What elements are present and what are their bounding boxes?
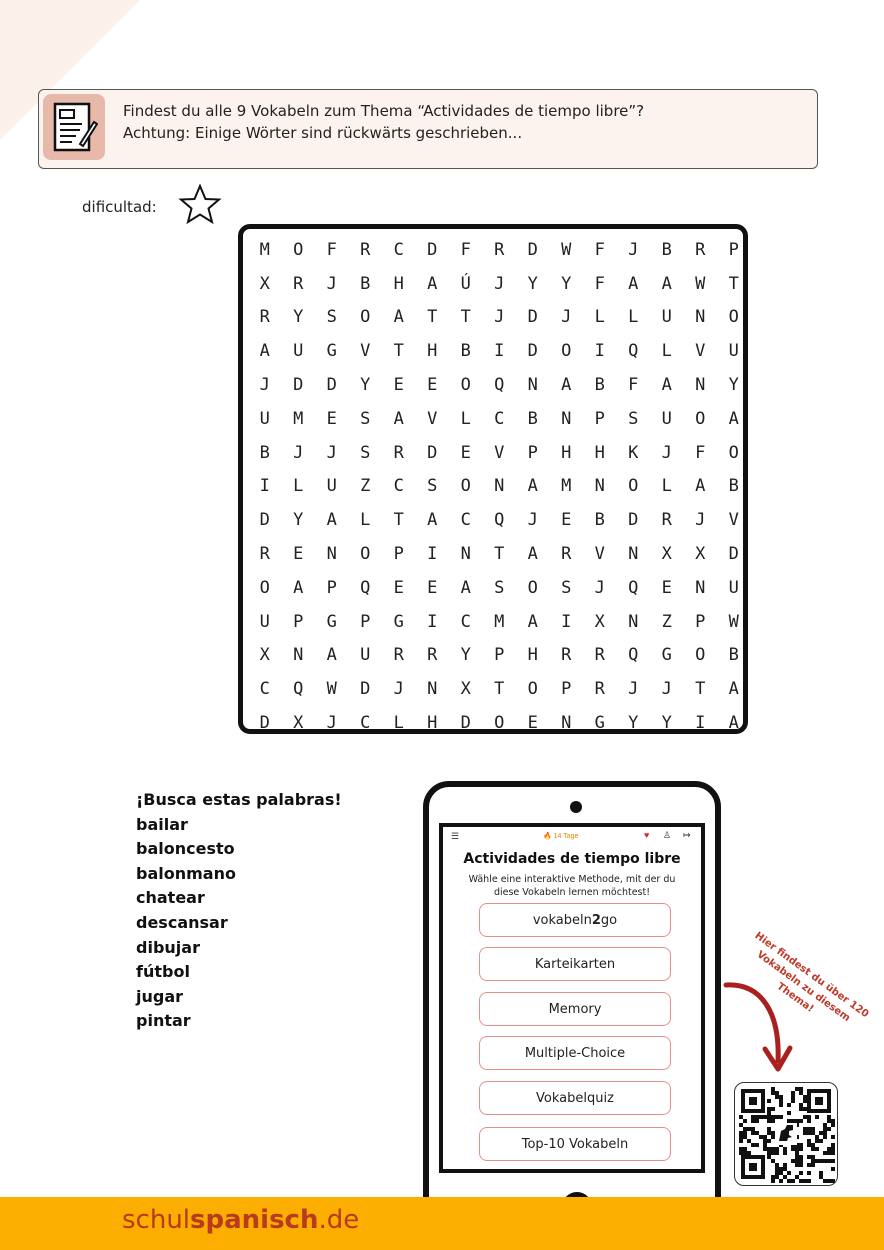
footer-bar xyxy=(0,1197,884,1250)
grid-cell: Q xyxy=(628,645,639,666)
tablet-mockup xyxy=(423,781,721,1229)
grid-cell: S xyxy=(427,476,438,497)
grid-cell: T xyxy=(393,510,404,531)
grid-cell: U xyxy=(360,645,371,666)
grid-cell: U xyxy=(259,611,270,632)
grid-cell: T xyxy=(427,307,438,328)
qr-code-icon xyxy=(735,1083,837,1185)
grid-cell: E xyxy=(460,442,471,463)
grid-cell: N xyxy=(427,679,438,700)
grid-cell: T xyxy=(393,341,404,362)
grid-cell: S xyxy=(494,577,505,598)
grid-cell: Y xyxy=(527,273,538,294)
brand-part-1: schul xyxy=(122,1205,191,1235)
vokabeln2go-button[interactable] xyxy=(479,903,671,937)
vokabelquiz-button[interactable]: Vokabelquiz xyxy=(479,1081,671,1115)
grid-cell: J xyxy=(494,273,505,294)
grid-cell: V xyxy=(427,408,438,429)
grid-cell: U xyxy=(728,341,739,362)
grid-cell: R xyxy=(393,442,404,463)
grid-cell: P xyxy=(594,408,605,429)
grid-cell: O xyxy=(527,577,538,598)
grid-cell: R xyxy=(259,544,270,565)
grid-cell: C xyxy=(393,239,404,260)
grid-cell: X xyxy=(661,544,672,565)
grid-cell: M xyxy=(293,408,304,429)
grid-cell: S xyxy=(561,577,572,598)
grid-cell: R xyxy=(594,679,605,700)
grid-cell: M xyxy=(259,239,270,260)
grid-cell: S xyxy=(360,408,371,429)
grid-cell: N xyxy=(460,544,471,565)
grid-cell: I xyxy=(561,611,572,632)
grid-cell: D xyxy=(628,510,639,531)
grid-cell: E xyxy=(293,544,304,565)
grid-cell: N xyxy=(695,577,706,598)
grid-cell: P xyxy=(393,544,404,565)
grid-cell: U xyxy=(259,408,270,429)
screen-title: Actividades de tiempo libre xyxy=(463,851,681,867)
grid-cell: N xyxy=(561,408,572,429)
grid-cell: Y xyxy=(460,645,471,666)
grid-cell: O xyxy=(628,476,639,497)
grid-cell: D xyxy=(427,442,438,463)
grid-cell: N xyxy=(527,375,538,396)
grid-cell: D xyxy=(728,544,739,565)
grid-cell: A xyxy=(527,476,538,497)
grid-cell: N xyxy=(628,544,639,565)
grid-cell: A xyxy=(527,544,538,565)
grid-cell: G xyxy=(594,713,605,734)
grid-cell: I xyxy=(427,611,438,632)
grid-cell: Q xyxy=(293,679,304,700)
word-item: jugar xyxy=(136,986,184,1006)
grid-cell: E xyxy=(561,510,572,531)
v2g-label-b: 2 xyxy=(591,912,601,928)
star-icon xyxy=(178,184,222,224)
grid-cell: P xyxy=(293,611,304,632)
grid-cell: L xyxy=(661,476,672,497)
grid-cell: S xyxy=(326,307,337,328)
grid-cell: H xyxy=(561,442,572,463)
grid-cell: R xyxy=(494,239,505,260)
grid-cell: J xyxy=(393,679,404,700)
grid-cell: J xyxy=(695,510,706,531)
grid-cell: X xyxy=(293,713,304,734)
grid-cell: R xyxy=(259,307,270,328)
grid-cell: D xyxy=(259,510,270,531)
grid-cell: C xyxy=(460,510,471,531)
grid-cell: T xyxy=(494,544,505,565)
grid-cell: R xyxy=(427,645,438,666)
grid-cell: M xyxy=(494,611,505,632)
grid-cell: Q xyxy=(628,341,639,362)
grid-cell: C xyxy=(360,713,371,734)
grid-cell: W xyxy=(561,239,572,260)
grid-cell: U xyxy=(661,307,672,328)
grid-cell: A xyxy=(695,476,706,497)
grid-cell: D xyxy=(293,375,304,396)
grid-cell: B xyxy=(594,510,605,531)
grid-cell: Y xyxy=(293,510,304,531)
grid-cell: A xyxy=(393,307,404,328)
grid-cell: J xyxy=(494,307,505,328)
grid-cell: K xyxy=(628,442,639,463)
brand-logo[interactable] xyxy=(122,1205,359,1235)
grid-cell: H xyxy=(393,273,404,294)
grid-cell: D xyxy=(460,713,471,734)
grid-cell: P xyxy=(728,239,739,260)
grid-cell: F xyxy=(695,442,706,463)
grid-cell: R xyxy=(360,239,371,260)
grid-cell: N xyxy=(628,611,639,632)
grid-cell: S xyxy=(628,408,639,429)
grid-cell: O xyxy=(695,408,706,429)
grid-cell: G xyxy=(393,611,404,632)
grid-cell: A xyxy=(628,273,639,294)
grid-cell: V xyxy=(360,341,371,362)
grid-cell: W xyxy=(728,611,739,632)
grid-cell: X xyxy=(594,611,605,632)
tablet-camera xyxy=(570,801,582,813)
grid-cell: U xyxy=(293,341,304,362)
grid-cell: Q xyxy=(494,375,505,396)
grid-cell: C xyxy=(460,611,471,632)
grid-cell: F xyxy=(628,375,639,396)
grid-cell: J xyxy=(661,442,672,463)
grid-cell: F xyxy=(460,239,471,260)
grid-cell: A xyxy=(661,273,672,294)
grid-cell: O xyxy=(360,544,371,565)
grid-cell: J xyxy=(628,679,639,700)
grid-cell: O xyxy=(561,341,572,362)
grid-cell: I xyxy=(494,341,505,362)
grid-cell: P xyxy=(360,611,371,632)
grid-cell: G xyxy=(326,341,337,362)
grid-cell: C xyxy=(393,476,404,497)
grid-cell: X xyxy=(695,544,706,565)
top10-button[interactable]: Top-10 Vokabeln xyxy=(479,1127,671,1161)
grid-cell: A xyxy=(326,645,337,666)
grid-cell: N xyxy=(561,713,572,734)
v2g-label-a: vokabeln xyxy=(532,912,592,928)
grid-cell: U xyxy=(728,577,739,598)
difficulty-label: dificultad: xyxy=(82,198,157,216)
v2g-label-c: go xyxy=(600,912,618,928)
grid-cell: R xyxy=(293,273,304,294)
grid-cell: N xyxy=(594,476,605,497)
grid-cell: A xyxy=(259,341,270,362)
qr-code[interactable] xyxy=(734,1082,838,1186)
grid-cell: Q xyxy=(494,510,505,531)
grid-cell: J xyxy=(293,442,304,463)
grid-cell: T xyxy=(728,273,739,294)
grid-cell: A xyxy=(427,273,438,294)
grid-cell: O xyxy=(527,679,538,700)
grid-cell: D xyxy=(527,307,538,328)
grid-cell: E xyxy=(427,375,438,396)
grid-cell: J xyxy=(259,375,270,396)
grid-cell: I xyxy=(427,544,438,565)
grid-cell: E xyxy=(393,375,404,396)
grid-cell: F xyxy=(594,273,605,294)
grid-cell: U xyxy=(326,476,337,497)
grid-cell: D xyxy=(527,341,538,362)
grid-cell: T xyxy=(460,307,471,328)
grid-cell: A xyxy=(460,577,471,598)
word-item: chatear xyxy=(136,888,205,908)
grid-cell: F xyxy=(326,239,337,260)
word-item: pintar xyxy=(136,1011,191,1031)
grid-cell: V xyxy=(594,544,605,565)
grid-cell: J xyxy=(527,510,538,531)
grid-cell: Q xyxy=(360,577,371,598)
grid-cell: A xyxy=(393,408,404,429)
brand-part-2: spanisch xyxy=(190,1205,319,1235)
grid-cell: W xyxy=(695,273,706,294)
grid-cell: R xyxy=(561,645,572,666)
grid-cell: L xyxy=(293,476,304,497)
grid-cell: X xyxy=(259,645,270,666)
word-list-title: ¡Busca estas palabras! xyxy=(136,790,342,809)
grid-cell: P xyxy=(527,442,538,463)
grid-cell: V xyxy=(494,442,505,463)
grid-cell: R xyxy=(695,239,706,260)
grid-cell: O xyxy=(728,442,739,463)
word-list xyxy=(136,788,342,1034)
grid-cell: A xyxy=(326,510,337,531)
grid-cell: B xyxy=(728,476,739,497)
grid-cell: I xyxy=(695,713,706,734)
memory-button[interactable]: Memory xyxy=(479,992,671,1026)
grid-cell: E xyxy=(326,408,337,429)
word-item: baloncesto xyxy=(136,839,235,859)
grid-cell: J xyxy=(326,713,337,734)
grid-cell: Y xyxy=(661,713,672,734)
word-item: descansar xyxy=(136,912,228,932)
grid-cells xyxy=(248,233,748,740)
grid-cell: A xyxy=(427,510,438,531)
menu-icon[interactable]: ☰ xyxy=(451,831,460,841)
brand-part-3: .de xyxy=(318,1205,360,1235)
grid-cell: J xyxy=(561,307,572,328)
grid-cell: P xyxy=(494,645,505,666)
grid-cell: H xyxy=(427,341,438,362)
grid-cell: Y xyxy=(360,375,371,396)
grid-cell: L xyxy=(594,307,605,328)
word-item: bailar xyxy=(136,814,188,834)
logout-icon[interactable]: ↦ xyxy=(683,830,691,840)
grid-cell: A xyxy=(728,713,739,734)
grid-cell: B xyxy=(661,239,672,260)
grid-cell: B xyxy=(594,375,605,396)
grid-cell: C xyxy=(259,679,270,700)
grid-cell: Ú xyxy=(460,273,471,294)
word-item: fútbol xyxy=(136,962,190,982)
grid-cell: Y xyxy=(728,375,739,396)
word-item: dibujar xyxy=(136,937,200,957)
grid-cell: A xyxy=(293,577,304,598)
grid-cell: O xyxy=(293,239,304,260)
curved-arrow-icon xyxy=(718,975,808,1075)
grid-cell: B xyxy=(728,645,739,666)
promo-text: Hier findest du über 120 Vokabeln zu diesem Thema! xyxy=(752,930,871,1025)
grid-cell: P xyxy=(695,611,706,632)
grid-cell: H xyxy=(527,645,538,666)
grid-cell: O xyxy=(360,307,371,328)
karteikarten-button[interactable]: Karteikarten xyxy=(479,947,671,981)
grid-cell: X xyxy=(460,679,471,700)
grid-cell: G xyxy=(661,645,672,666)
grid-cell: P xyxy=(561,679,572,700)
grid-cell: B xyxy=(527,408,538,429)
grid-cell: D xyxy=(259,713,270,734)
grid-cell: D xyxy=(427,239,438,260)
grid-cell: L xyxy=(393,713,404,734)
instruction-line-2: Achtung: Einige Wörter sind rückwärts geschrieben... xyxy=(123,124,523,142)
grid-cell: W xyxy=(326,679,337,700)
grid-cell: N xyxy=(494,476,505,497)
grid-cell: I xyxy=(259,476,270,497)
grid-cell: R xyxy=(393,645,404,666)
grid-cell: O xyxy=(460,375,471,396)
grid-cell: R xyxy=(594,645,605,666)
grid-cell: B xyxy=(259,442,270,463)
grid-cell: Y xyxy=(293,307,304,328)
worksheet-icon xyxy=(43,94,105,160)
instruction-line-1: Findest du alle 9 Vokabeln zum Thema “Actividades de tiempo libre”? xyxy=(123,102,645,120)
grid-cell: P xyxy=(326,577,337,598)
grid-cell: A xyxy=(728,408,739,429)
grid-cell: N xyxy=(293,645,304,666)
grid-cell: E xyxy=(527,713,538,734)
grid-cell: I xyxy=(594,341,605,362)
grid-cell: E xyxy=(393,577,404,598)
grid-cell: L xyxy=(661,341,672,362)
word-item: balonmano xyxy=(136,863,236,883)
grid-cell: O xyxy=(695,645,706,666)
grid-cell: Z xyxy=(661,611,672,632)
screen-subtitle: Wähle eine interaktive Methode, mit der du diese Vokabeln lernen möchtest! xyxy=(468,874,676,898)
instruction-box xyxy=(38,89,818,169)
grid-cell: O xyxy=(728,307,739,328)
grid-cell: B xyxy=(360,273,371,294)
grid-cell: V xyxy=(728,510,739,531)
user-icon[interactable]: ♙ xyxy=(663,830,672,840)
grid-cell: F xyxy=(594,239,605,260)
grid-cell: Z xyxy=(360,476,371,497)
grid-cell: G xyxy=(326,611,337,632)
grid-cell: O xyxy=(494,713,505,734)
grid-cell: H xyxy=(427,713,438,734)
word-search-grid xyxy=(238,224,748,734)
grid-cell: L xyxy=(460,408,471,429)
grid-cell: Y xyxy=(561,273,572,294)
grid-cell: O xyxy=(259,577,270,598)
grid-cell: L xyxy=(360,510,371,531)
grid-cell: H xyxy=(594,442,605,463)
grid-cell: D xyxy=(326,375,337,396)
grid-cell: Y xyxy=(628,713,639,734)
grid-cell: E xyxy=(661,577,672,598)
grid-cell: X xyxy=(259,273,270,294)
grid-cell: T xyxy=(494,679,505,700)
grid-cell: N xyxy=(695,375,706,396)
heart-icon[interactable]: ♥ xyxy=(644,830,650,840)
grid-cell: A xyxy=(661,375,672,396)
grid-cell: D xyxy=(527,239,538,260)
app-topbar xyxy=(443,830,701,846)
streak-badge: 🔥 14 Tage xyxy=(543,833,579,840)
grid-cell: A xyxy=(561,375,572,396)
grid-cell: A xyxy=(527,611,538,632)
grid-cell: J xyxy=(594,577,605,598)
multiple-choice-button[interactable]: Multiple-Choice xyxy=(479,1036,671,1070)
grid-cell: R xyxy=(661,510,672,531)
grid-cell: S xyxy=(360,442,371,463)
grid-cell: B xyxy=(460,341,471,362)
tablet-screen xyxy=(439,823,705,1173)
grid-cell: J xyxy=(628,239,639,260)
grid-cell: M xyxy=(561,476,572,497)
grid-cell: A xyxy=(728,679,739,700)
grid-cell: O xyxy=(460,476,471,497)
grid-cell: U xyxy=(661,408,672,429)
grid-cell: C xyxy=(494,408,505,429)
grid-cell: N xyxy=(695,307,706,328)
grid-cell: J xyxy=(326,442,337,463)
grid-cell: T xyxy=(695,679,706,700)
grid-cell: D xyxy=(360,679,371,700)
grid-cell: N xyxy=(326,544,337,565)
grid-cell: J xyxy=(326,273,337,294)
grid-cell: E xyxy=(427,577,438,598)
grid-cell: V xyxy=(695,341,706,362)
grid-cell: L xyxy=(628,307,639,328)
grid-cell: J xyxy=(661,679,672,700)
grid-cell: Q xyxy=(628,577,639,598)
grid-cell: R xyxy=(561,544,572,565)
